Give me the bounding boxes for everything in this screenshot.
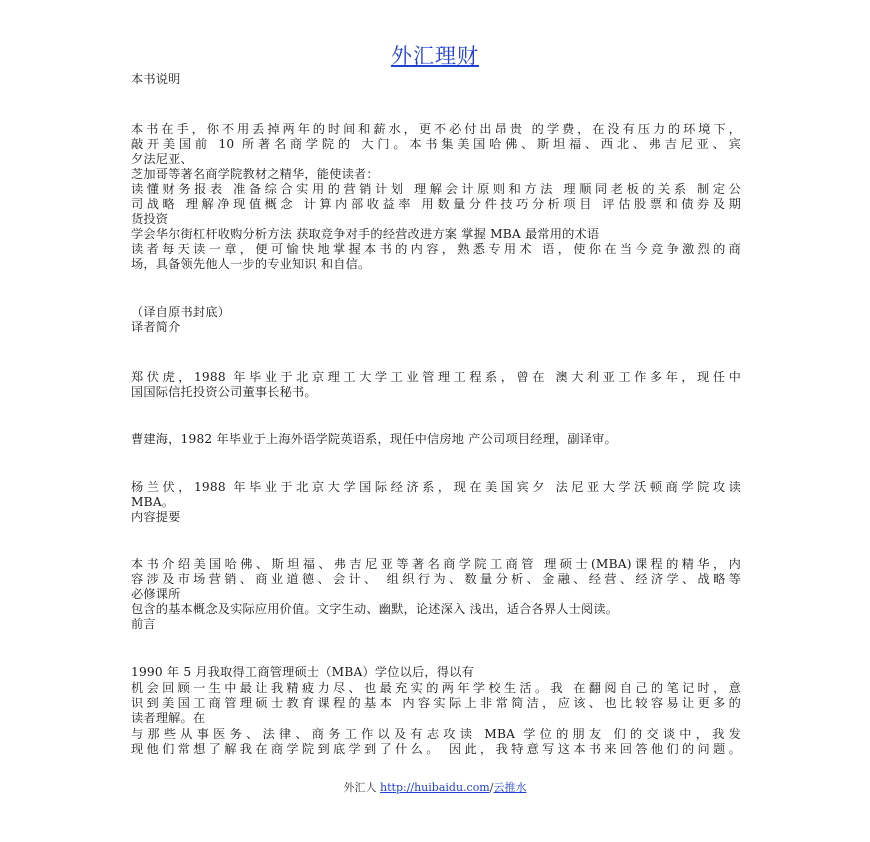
text-line: 读者每天读一章，便可愉快地掌握本书的内容，熟悉专用术 语，使你在当今竞争激烈的商	[131, 242, 741, 256]
text-line: 敲开美国前 10 所著名商学院的 大门。本书集美国哈佛、斯坦福、西北、弗吉尼亚、宾	[131, 137, 741, 151]
section-heading: 本书说明	[131, 72, 181, 86]
text-line: 本书介绍美国哈佛、斯坦福、弗吉尼亚等著名商学院工商管 理硕士(MBA)课程的精华，内	[131, 557, 741, 571]
text-line: 国国际信托投资公司董事长秘书。	[131, 385, 317, 399]
text-line: 与那些从事医务、法律、商务工作以及有志攻读 MBA 学位的朋友 们的交谈中，我发	[131, 727, 741, 741]
text-line: 1990 年 5 月我取得工商管理硕士（MBA）学位以后，得以有	[131, 665, 474, 679]
text-line: MBA。	[131, 495, 175, 509]
text-line: 机会回顾一生中最让我精疲力尽、也最充实的两年学校生活。我 在翻阅自己的笔记时，意	[131, 681, 741, 695]
footer	[0, 779, 870, 795]
text-line: 读懂财务报表 准备综合实用的营销计划 理解会计原则和方法 理顺同老板的关系 制定公	[131, 182, 741, 196]
footer-author-link[interactable]: 云推水	[493, 781, 527, 794]
section-heading: 内容提要	[131, 510, 181, 524]
section-heading: 前言	[131, 617, 156, 631]
text-line: （译自原书封底）	[131, 305, 231, 319]
text-line: 场，具备领先他人一步的专业知识 和自信。	[131, 257, 371, 271]
text-line: 现他们常想了解我在商学院到底学到了什么。 因此，我特意写这本书来回答他们的问题。	[131, 742, 741, 756]
text-line: 司战略 理解净现值概念 计算内部收益率 用数量分件技巧分析项目 评估股票和债券及期	[131, 197, 741, 211]
section-heading: 译者简介	[131, 320, 181, 334]
text-line: 杨兰伏，1988 年毕业于北京大学国际经济系，现在美国宾夕 法尼亚大学沃顿商学院攻读	[131, 480, 741, 494]
text-line: 必修课所	[131, 587, 181, 601]
text-line: 学会华尔街杠杆收购分析方法 获取竞争对手的经营改进方案 掌握 MBA 最常用的术语	[131, 227, 600, 241]
text-line: 包含的基本概念及实际应用价值。文字生动、幽默，论述深入 浅出，适合各界人士阅读。	[131, 602, 619, 616]
text-line: 曹建海，1982 年毕业于上海外语学院英语系，现任中信房地 产公司项目经理，副译审。	[131, 432, 617, 446]
text-line: 夕法尼亚、	[131, 152, 193, 166]
text-line: 货投资	[131, 212, 169, 226]
text-line: 识到美国工商管理硕士教育课程的基本 内容实际上非常简洁，应该、也比较容易让更多的	[131, 696, 741, 710]
page-title: 外汇理财	[391, 44, 479, 68]
text-line: 郑伏虎，1988 年毕业于北京理工大学工业管理工程系，曾在 澳大利亚工作多年，现任中	[131, 370, 741, 384]
text-line: 容涉及市场营销、商业道德、会计、 组织行为、数量分析、金融、经营、经济学、战略等	[131, 572, 741, 586]
footer-separator: /	[489, 781, 494, 794]
text-line: 本书在手，你不用丢掉两年的时间和薪水，更不必付出昂贵 的学费，在没有压力的环境下，	[131, 122, 741, 136]
footer-link[interactable]: http://huibaidu.com	[380, 781, 490, 794]
text-line: 读者理解。在	[131, 711, 206, 725]
text-line: 芝加哥等著名商学院教材之精华，能使读者：	[131, 167, 379, 181]
footer-label: 外汇人	[343, 781, 377, 794]
